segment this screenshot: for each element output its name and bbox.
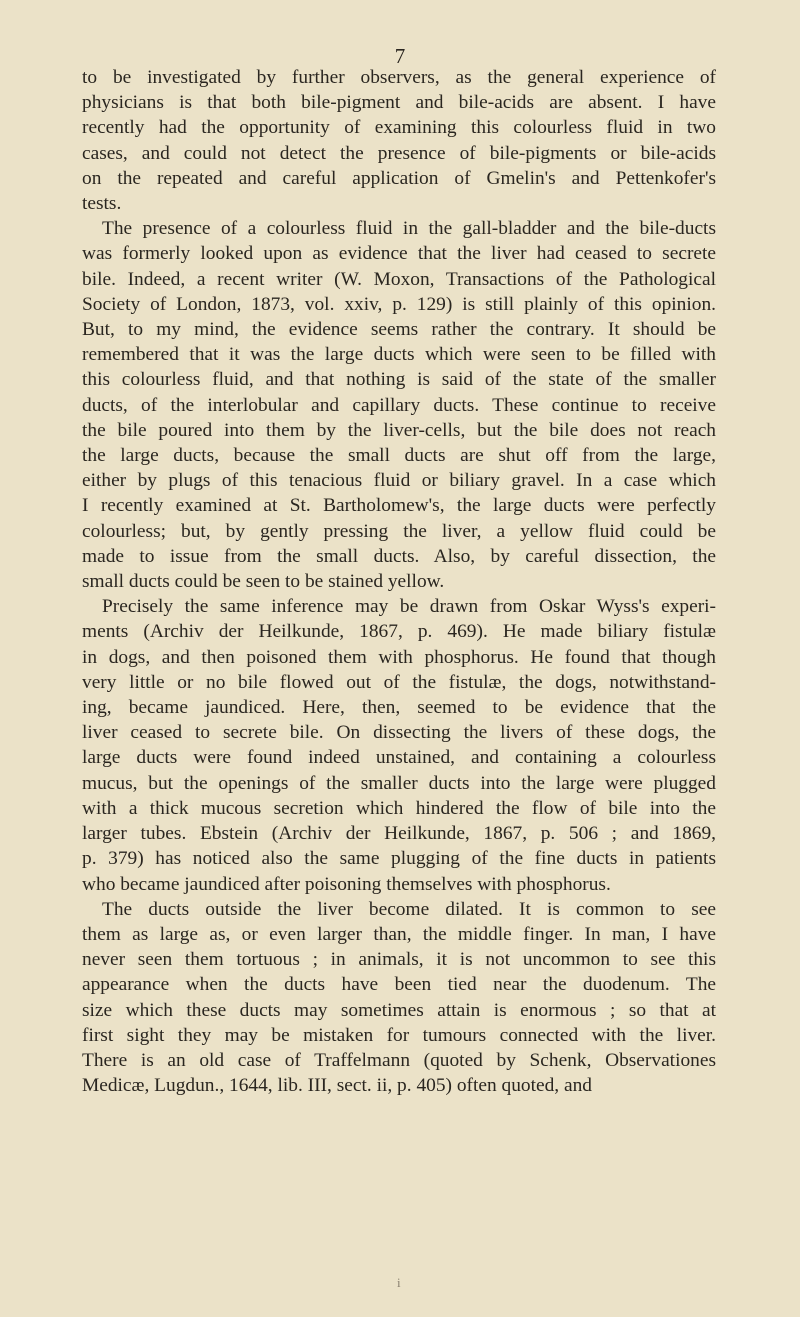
- text-line: The ducts outside the liver become dilated. It is common to see: [102, 898, 716, 920]
- text-line: this colourless fluid, and that nothing is said of the state of the smaller: [82, 369, 716, 391]
- text-line: remembered that it was the large ducts which were seen to be filled with: [82, 344, 716, 366]
- text-line: first sight they may be mistaken for tumours connected with the liver.: [82, 1024, 716, 1046]
- text-line: appearance when the ducts have been tied near the duodenum. The: [82, 974, 716, 996]
- text-line: made to issue from the small ducts. Also, by careful dissection, the: [82, 545, 716, 567]
- text-line: who became jaundiced after poisoning themselves with phosphorus.: [82, 873, 611, 895]
- text-line: them as large as, or even larger than, the middle finger. In man, I have: [82, 923, 716, 945]
- paragraph: [82, 216, 716, 594]
- text-line: Society of London, 1873, vol. xxiv, p. 129) is still plainly of this opinion.: [82, 293, 716, 315]
- paragraph: [82, 897, 716, 1099]
- text-line: tests.: [82, 193, 122, 215]
- text-line: ments (Archiv der Heilkunde, 1867, p. 469). He made biliary fistulæ: [82, 621, 716, 643]
- footer-mark: i: [397, 1275, 401, 1290]
- text-line: The presence of a colourless fluid in the gall-bladder and the bile-ducts: [102, 218, 716, 240]
- text-line: ducts, of the interlobular and capillary ducts. These continue to receive: [82, 394, 716, 416]
- text-line: recently had the opportunity of examining this colourless fluid in two: [82, 117, 716, 139]
- paragraph: [82, 594, 716, 896]
- paragraph: [82, 65, 716, 216]
- text-line: colourless; but, by gently pressing the liver, a yellow fluid could be: [82, 520, 716, 542]
- text-line: was formerly looked upon as evidence that the liver had ceased to secrete: [82, 243, 716, 265]
- text-line: the bile poured into them by the liver-cells, but the bile does not reach: [82, 419, 716, 441]
- text-line: the large ducts, because the small ducts are shut off from the large,: [82, 445, 716, 467]
- text-line: in dogs, and then poisoned them with phosphorus. He found that though: [82, 646, 716, 668]
- text-line: liver ceased to secrete bile. On dissecting the livers of these dogs, the: [82, 722, 716, 744]
- text-line: size which these ducts may sometimes attain is enormous ; so that at: [82, 999, 716, 1021]
- text-line: Precisely the same inference may be drawn from Oskar Wyss's experi-: [102, 596, 716, 618]
- text-line: physicians is that both bile-pigment and bile-acids are absent. I have: [82, 92, 716, 114]
- text-line: either by plugs of this tenacious fluid or biliary gravel. In a case which: [82, 470, 716, 492]
- text-line: on the repeated and careful application of Gmelin's and Pettenkofer's: [82, 167, 716, 189]
- page-number: 7: [394, 44, 406, 68]
- text-line: with a thick mucous secretion which hindered the flow of bile into the: [82, 797, 716, 819]
- text-line: very little or no bile flowed out of the fistulæ, the dogs, notwithstand-: [82, 671, 716, 693]
- text-line: But, to my mind, the evidence seems rather the contrary. It should be: [82, 319, 716, 341]
- text-line: to be investigated by further observers, as the general experience of: [82, 67, 716, 88]
- text-line: There is an old case of Traffelmann (quoted by Schenk, Observationes: [82, 1049, 716, 1071]
- text-line: mucus, but the openings of the smaller ducts into the large were plugged: [82, 772, 716, 794]
- text-line: large ducts were found indeed unstained, and containing a colourless: [82, 747, 716, 769]
- text-line: I recently examined at St. Bartholomew's, the large ducts were perfectly: [82, 495, 716, 517]
- body-text: [82, 65, 716, 1098]
- text-line: never seen them tortuous ; in animals, it is not uncommon to see this: [82, 949, 716, 971]
- text-line: bile. Indeed, a recent writer (W. Moxon, Transactions of the Pathological: [82, 268, 716, 290]
- text-line: small ducts could be seen to be stained yellow.: [82, 571, 445, 593]
- text-line: Medicæ, Lugdun., 1644, lib. III, sect. ii, p. 405) often quoted, and: [82, 1075, 592, 1097]
- text-line: cases, and could not detect the presence of bile-pigments or bile-acids: [82, 142, 716, 164]
- text-line: ing, became jaundiced. Here, then, seemed to be evidence that the: [82, 697, 716, 719]
- text-line: larger tubes. Ebstein (Archiv der Heilkunde, 1867, p. 506 ; and 1869,: [82, 823, 716, 845]
- text-line: p. 379) has noticed also the same plugging of the fine ducts in patients: [82, 848, 716, 870]
